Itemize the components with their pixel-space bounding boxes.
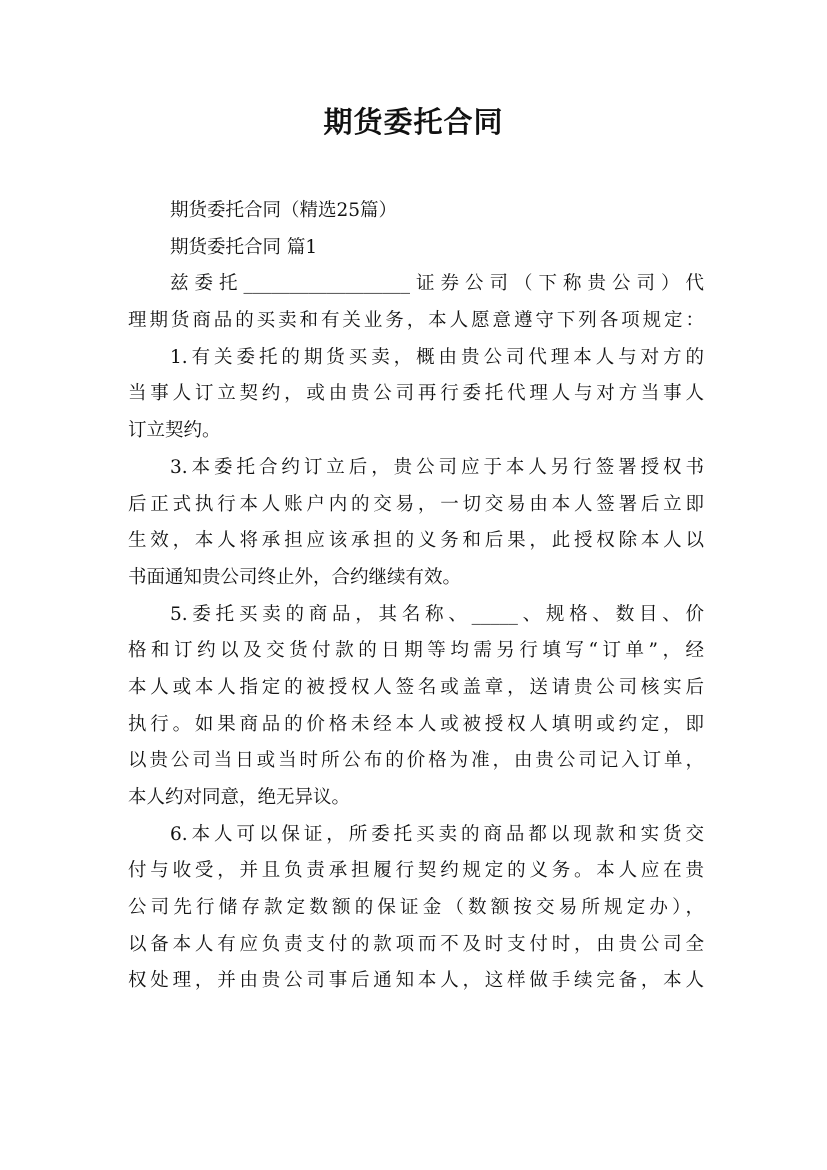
text-line: 3.本委托合约订立后，贵公司应于本人另行签署授权书 (170, 456, 704, 478)
text-line: 付与收受，并且负责承担履行契约规定的义务。本人应在贵 (128, 860, 704, 882)
text-line: 5.委托买卖的商品，其名称、_____、规格、数目、价 (170, 603, 704, 625)
text-line: 1.有关委托的期货买卖，概由贵公司代理本人与对方的 (170, 346, 704, 368)
document-title: 期货委托合同 (323, 105, 504, 139)
text-line: 生效，本人将承担应该承担的义务和后果，此授权除本人以 (128, 530, 704, 552)
text-line: 订立契约。 (128, 420, 221, 442)
text-line: 本人约对同意，绝无异议。 (128, 787, 351, 808)
text-line: 后正式执行本人账户内的交易，一切交易由本人签署后立即 (128, 493, 704, 515)
text-line: 书面通知贵公司终止外，合约继续有效。 (128, 566, 462, 588)
text-line: 权处理，并由贵公司事后通知本人，这样做手续完备，本人 (128, 970, 704, 992)
text-line: 格和订约以及交货付款的日期等均需另行填写“订单”，经 (128, 640, 704, 662)
text-line: 6.本人可以保证，所委托买卖的商品都以现款和实货交 (170, 823, 704, 845)
text-line: 期货委托合同 篇1 (170, 236, 318, 258)
text-line: 兹委托__________________证券公司（下称贵公司）代 (170, 273, 704, 295)
text-line: 当事人订立契约，或由贵公司再行委托代理人与对方当事人 (128, 383, 704, 405)
text-line: 执行。如果商品的价格未经本人或被授权人填明或约定，即 (128, 713, 704, 735)
text-line: 以备本人有应负责支付的款项而不及时支付时，由贵公司全 (128, 933, 704, 955)
text-line: 公司先行储存款定数额的保证金（数额按交易所规定办）， (128, 897, 704, 919)
text-line: 本人或本人指定的被授权人签名或盖章，送请贵公司核实后 (128, 676, 704, 698)
document-body (128, 193, 704, 1000)
text-line: 期货委托合同（精选25篇） (170, 200, 398, 221)
text-line: 以贵公司当日或当时所公布的价格为准，由贵公司记入订单， (128, 750, 704, 772)
text-line: 理期货商品的买卖和有关业务，本人愿意遵守下列各项规定： (128, 310, 704, 332)
